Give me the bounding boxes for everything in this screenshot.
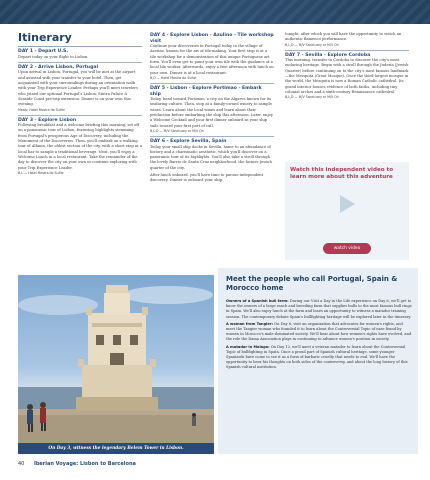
day-meals: B,L,D — M/V Sanctuary or M/V Oh [285,42,339,47]
day-text: Today, head toward Portimao, a city on the Algarve known for its seafaring culture. Then, stop at a family-owned winery to sample wines. Learn about the local wines and learn about their production before embarking the ship this afternoon. Later, enjoy a Welcome Cocktail and your first dinner onboard as your ship sails toward your first port of call. [150,97,273,128]
day-text: tonight, after which you will have the opportunity to watch an authentic flamenco performance. [285,32,402,42]
photo-caption: On Day 3, witness the legendary Belem Tower in Lisbon. [18,443,214,454]
meet-paragraph-text: During our Visit a Day in the Life experience on Day 6, we'll get to know the owners of a large ranch and breeding farm that supplies bulls to the most famous bull rings in Spain. We'll also enjoy lunch at the farm and learn an opportunity to witness a matador training session. The contemporary debate Spain's bullfighting heritage will be explored later in the itinerary. [226,299,412,319]
belem-tower-illustration [18,275,214,443]
day-meals: B,L — Hotel Mostra do Sulfar [18,170,64,175]
meet-the-people-panel [218,268,418,454]
meet-paragraph-lead: Owners of a Spanish bull farm: [226,299,289,303]
day-heading: DAY 1 - Depart U.S. [18,49,69,54]
day-heading: DAY 2 - Arrive Lisbon, Portugal [18,64,99,70]
divider [150,83,274,84]
divider [18,115,142,116]
itinerary-column-3 [285,32,409,100]
running-title: Iberian Voyage: Lisbon to Barcelona [33,461,136,467]
day-text: Upon arrival in Lisbon, Portugal, you will be met at the airport and assisted with your transfer to your hotel. Then, get acquainted with your surroundings during an orientation walk with your Trip Experience Leader. Perhaps you'll meet travelers who joined our optional Portugal's Lisbon, Sintra Palace & Seaside Coast pre-trip extension. Dinner is on your own this evening. [18,70,138,107]
day-meals: Meals: Hotel Mostra do Sulfar [18,107,65,112]
heading-rule [18,46,142,47]
day-heading: DAY 7 - Sevilla - Explore Cordoba [285,52,371,58]
divider [150,136,274,137]
play-icon[interactable] [340,195,355,213]
meet-panel-title: Meet the people who call Portugal, Spain & Morocco home [226,275,398,292]
meet-paragraph-lead: A matador in Malaga: [226,344,270,349]
itinerary-column-1 [18,32,142,176]
day-meals: B,D — Hotel Mostra do Sulfar [150,75,197,80]
divider [18,62,142,63]
day-meals: B,L,D — M/V Sanctuary or M/V Oh [150,128,204,133]
meet-paragraph-lead: A woman from Tangier: [226,321,274,326]
day-text: Continue your discoveries in Portugal today in the village of Azeitao, known for the art of tile-making. Your first stop is at a tile workshop for a demonstration of this unique Portuguese art form. You'll even get to paint your own tile with the guidance of a local tile worker. Afterwards, enjoy a free afternoon with lunch on your own. Dinner is at a local restaurant. [150,44,274,75]
page-footer [18,461,136,467]
meet-panel-body [226,299,412,373]
day-heading: DAY 5 - Lisbon - Explore Portimao - Embark ship [150,85,262,97]
belem-tower-photo [18,275,214,443]
day-text: Following breakfast and a welcome briefing this morning, set off on a panoramic tour of Lisbon, featuring highlights stemming from Portugal's prosperous Age of Discovery, including the Monument of the Discoveries. Then, you'll embark on a walking tour of Alfama, the oldest section of the city, with a short stop at a local bar to sample a traditional beverage. Next, you'll enjoy a Welcome Lunch in a local restaurant. Take the remainder of the day to discover the city on your own or continue exploring with your Trip Experience Leader. [18,123,142,170]
video-promo-title: Watch this independent video to learn more about this adventure [290,167,394,181]
day-text: After lunch onboard, you'll have time to pursue independent discovery. Dinner is onboard your ship. [150,173,264,183]
day-text: Today your small ship docks in Sevilla, home to an abundance of history and a charismatic aesthetic, which you'll discover on a panoramic tour of its highlights. You'll also take a stroll through the lovely Barrio de Santa Cruz neighborhood, the former Jewish quarter of the city. [150,144,272,170]
divider [285,50,409,51]
day-heading: DAY 4 - Explore Lisbon - Azulino - Tile workshop visit [150,33,274,44]
day-heading: DAY 3 - Explore Lisbon [18,117,77,123]
meet-paragraph-text: On Day 6, visit an organization that advocates for women's rights, and meet the Tangier woman who founded it to learn about the Controversial Topic of ease found by women in Morocco's male-dominated society. We'll hear about how women's rights have evolved, and the role the Dama Association plays in continuing to advance women's position in society. [226,321,412,342]
day-text: This morning, transfer to Cordoba to discover the city's most enduring heritage. Begin with a stroll through the Judería (Jewish Quarter) before continuing on to the city's most famous landmark—the Mezquita (Great Mosque). Once the third-largest mosque in the world, the Mezquita is now a Roman Catholic cathedral. Its grand interior houses evidence of both faiths, including tiny colonial arches and a sixth-century Renaissance cathedral. [285,58,409,94]
day-heading: DAY 6 - Explore Sevilla, Spain [150,138,227,144]
day-text: Depart today on your flight to Lisbon. [18,54,89,59]
meet-paragraph-text: On Day 12, we'll meet a veteran matador to learn about the Controversial Topic of bullfighting in Spain. Once a proud part of Spanish cultural heritage, some younger Spaniards have come to see it as a form of barbaric cruelty that needs to end. We'll have the opportunity to hear his thoughts on both sides of the controversy, and about the long history of this Spanish cultural institution. [226,344,408,370]
meet-paragraph [226,345,412,371]
day-meals: B,L,D — M/V Sanctuary or M/V Oh [285,95,339,100]
watch-video-button[interactable]: watch video [323,243,371,254]
itinerary-column-2 [150,32,274,184]
page-heading: Itinerary [18,31,72,44]
video-promo[interactable] [285,162,409,260]
meet-paragraph [226,299,412,320]
meet-paragraph [226,322,412,343]
page-number: 40 [18,461,25,467]
header-band [0,0,430,24]
